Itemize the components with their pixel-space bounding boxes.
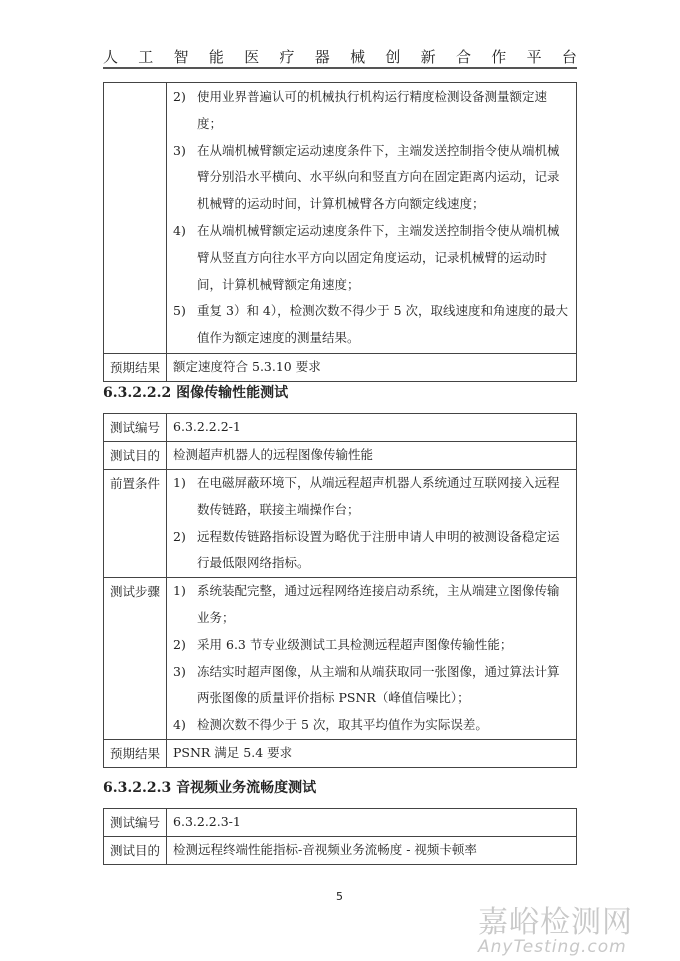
watermark-en: AnyTesting.com: [478, 937, 627, 957]
header-char: 合: [455, 48, 471, 66]
table-row: [104, 470, 577, 578]
row-value: 检测远程终端性能指标-音视频业务流畅度 - 视频卡顿率: [167, 837, 577, 865]
list-item: [173, 659, 570, 713]
header-char: 医: [244, 48, 260, 66]
item-text: 检测次数不得少于 5 次，取其平均值作为实际误差。: [197, 717, 488, 733]
row-label: 测试编号: [104, 809, 167, 837]
header-rule: [103, 67, 577, 69]
header-char: 智: [173, 48, 189, 66]
table-image-transmission: [103, 413, 577, 768]
item-number: 1): [173, 583, 186, 599]
list-item: [173, 218, 570, 298]
table-row: [104, 442, 577, 470]
table-row: [104, 414, 577, 442]
row-label: 前置条件: [104, 470, 167, 578]
item-number: 3): [173, 142, 186, 158]
row-label: 预期结果: [104, 739, 167, 767]
watermark-cn: 嘉峪检测网: [478, 905, 633, 940]
row-value: 额定速度符合 5.3.10 要求: [167, 353, 577, 381]
item-text: 重复 3）和 4），检测次数不得少于 5 次，取线速度和角速度的最大值作为额定速度的测量结果。: [197, 303, 569, 346]
page-header: [103, 46, 577, 67]
item-number: 1): [173, 475, 186, 490]
item-text: 远程数传链路指标设置为略优于注册申请人申明的被测设备稳定运行最低限网络指标。: [197, 528, 560, 571]
table-row: [104, 578, 577, 740]
item-text: 在电磁屏蔽环境下，从端远程超声机器人系统通过互联网接入远程数传链路，联接主端操作台；: [197, 475, 560, 517]
item-text: 使用业界普遍认可的机械执行机构运行精度检测设备测量额定速度；: [197, 89, 548, 131]
item-text: 系统装配完整，通过远程网络连接启动系统，主从端建立图像传输业务；: [197, 583, 560, 625]
row-label: 测试目的: [104, 837, 167, 865]
list-item: [173, 578, 570, 632]
list-item: [173, 84, 570, 138]
steps-cell: [167, 83, 577, 354]
header-char: 创: [385, 48, 401, 66]
header-char: 器: [314, 48, 330, 66]
section-heading: 6.3.2.2.2 图像传输性能测试: [103, 385, 289, 401]
table-row: [104, 353, 577, 381]
list-item: [173, 632, 570, 659]
list-item: [173, 712, 570, 739]
item-number: 5): [173, 303, 186, 319]
row-label: 测试目的: [104, 442, 167, 470]
row-value: PSNR 满足 5.4 要求: [167, 739, 577, 767]
list-item: [173, 298, 570, 352]
row-label: 测试编号: [104, 414, 167, 442]
item-number: 2): [173, 528, 186, 544]
table-row: [104, 83, 577, 354]
header-char: 能: [208, 48, 224, 66]
list-item: [173, 470, 570, 524]
watermark-logo: [478, 897, 633, 957]
table-row: [104, 837, 577, 865]
header-char: 工: [138, 48, 154, 66]
header-char: 台: [561, 48, 577, 66]
header-char: 新: [420, 48, 436, 66]
steps-cell: [167, 578, 577, 740]
list-item: [173, 524, 570, 578]
row-value: 6.3.2.2.2-1: [167, 414, 577, 442]
row-label: 测试步骤: [104, 578, 167, 740]
row-label: 预期结果: [104, 353, 167, 381]
item-number: 2): [173, 89, 186, 104]
item-number: 4): [173, 222, 186, 238]
section-heading: 6.3.2.2.3 音视频业务流畅度测试: [103, 780, 317, 796]
row-value: 检测超声机器人的远程图像传输性能: [167, 442, 577, 470]
item-text: 冻结实时超声图像，从主端和从端获取同一张图像，通过算法计算两张图像的质量评价指标 PSNR（峰值信噪比）；: [197, 663, 560, 706]
preconditions-cell: [167, 470, 577, 578]
header-char: 械: [350, 48, 366, 66]
table-row: [104, 739, 577, 767]
header-char: 疗: [279, 48, 295, 66]
header-char: 作: [491, 48, 507, 66]
item-number: 4): [173, 717, 186, 733]
table-row: [104, 809, 577, 837]
item-text: 采用 6.3 节专业级测试工具检测远程超声图像传输性能；: [197, 636, 513, 652]
header-char: 平: [526, 48, 542, 66]
empty-label-cell: [104, 83, 167, 354]
table-av-fluency: [103, 808, 577, 865]
table-rated-speed-continued: [103, 82, 577, 382]
header-char: 人: [103, 48, 119, 66]
item-number: 2): [173, 636, 186, 652]
item-text: 在从端机械臂额定运动速度条件下，主端发送控制指令使从端机械臂分别沿水平横向、水平纵向和竖直方向在固定距离内运动，记录机械臂的运动时间，计算机械臂各方向额定线速度；: [197, 142, 560, 212]
list-item: [173, 138, 570, 218]
item-text: 在从端机械臂额定运动速度条件下，主端发送控制指令使从端机械臂从竖直方向往水平方向以固定角度运动，记录机械臂的运动时间，计算机械臂额定角速度；: [197, 222, 560, 292]
item-number: 3): [173, 663, 186, 679]
row-value: 6.3.2.2.3-1: [167, 809, 577, 837]
page-number: 5: [336, 890, 343, 903]
